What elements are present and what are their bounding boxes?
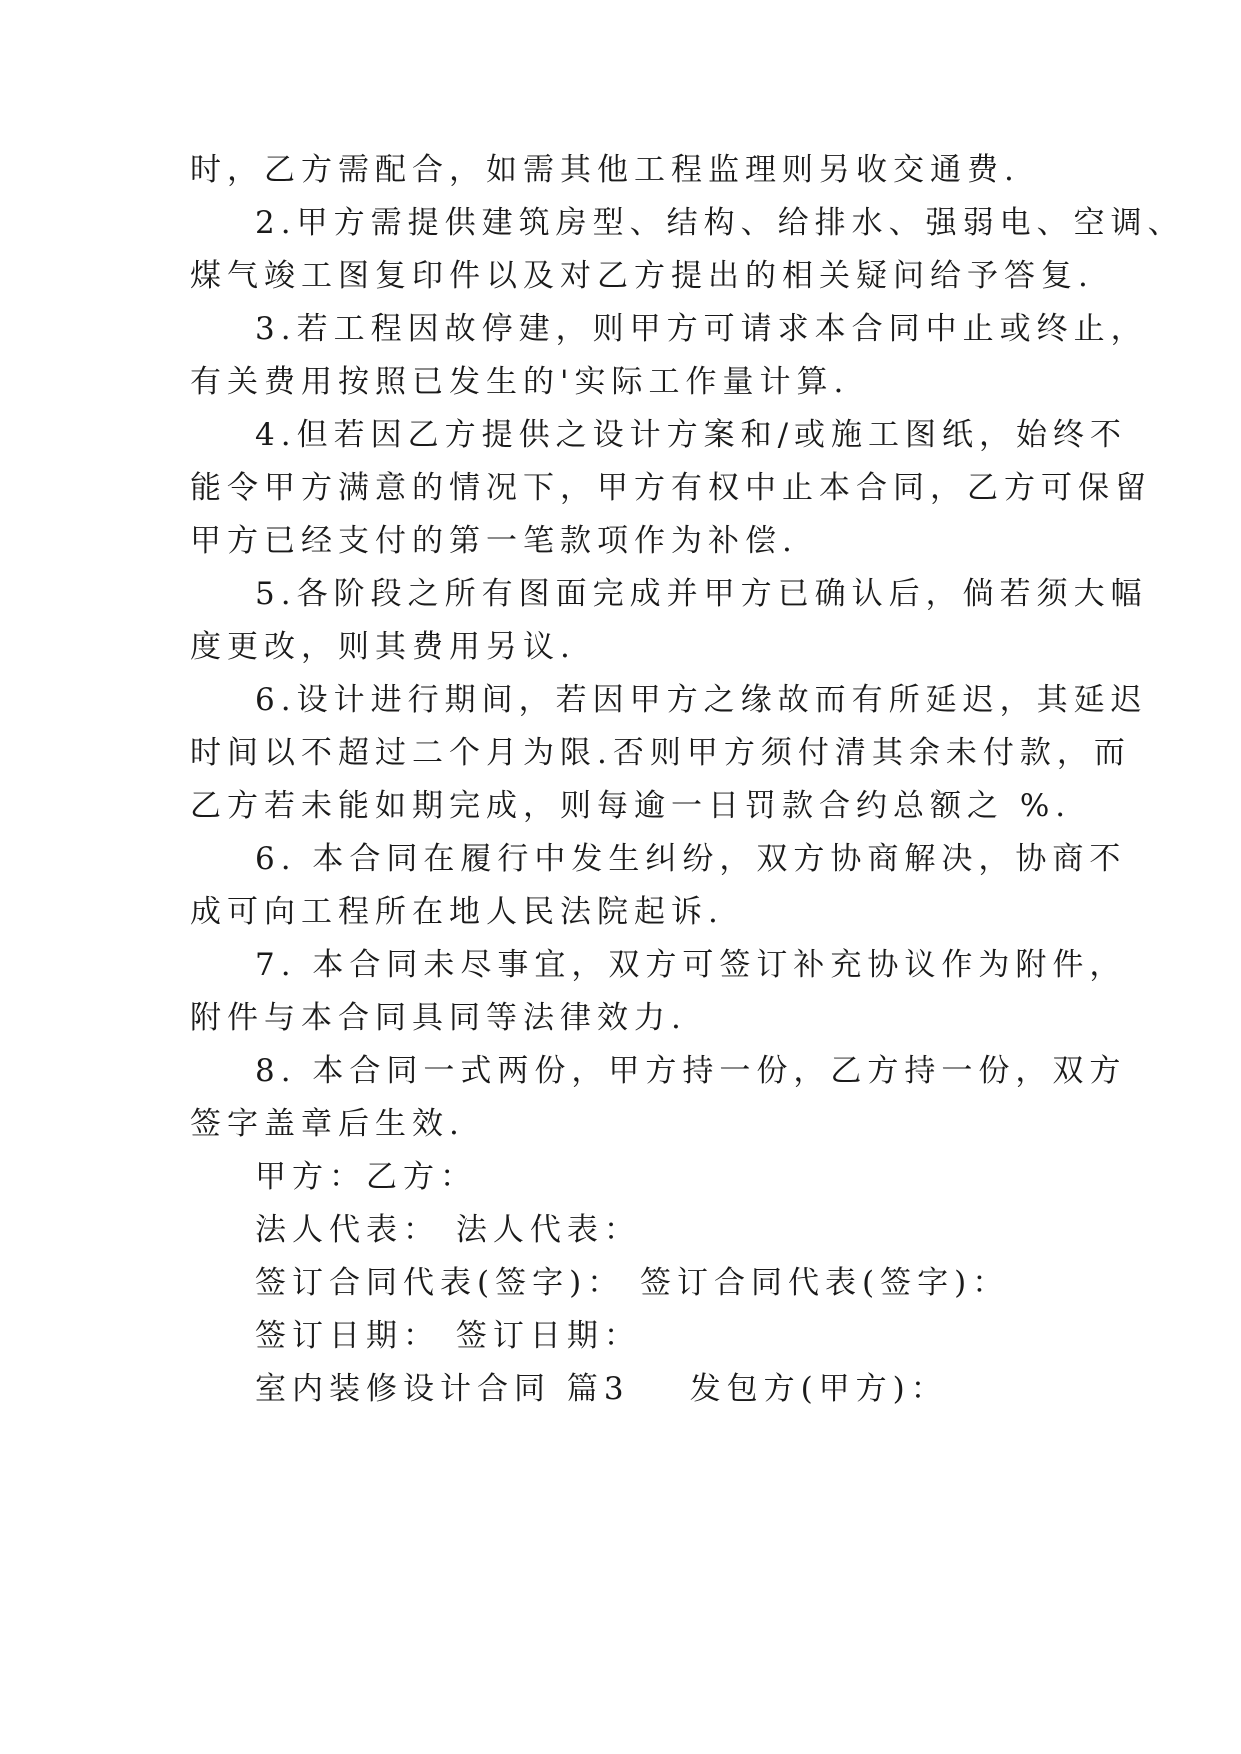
party-line: 甲方：乙方： [255,1159,477,1195]
text-line: 乙方若未能如期完成，则每逾一日罚款合约总额之 %. [190,788,1072,824]
text-line: 成可向工程所在地人民法院起诉. [190,894,724,930]
next-contract-title: 室内装修设计合同 篇3 [255,1371,630,1407]
text-line: 时间以不超过二个月为限.否则甲方须付清其余未付款，而 [190,735,1131,771]
next-contract-heading [255,1369,948,1409]
clause-7-line: 7. 本合同未尽事宜，双方可签订补充协议作为附件， [255,947,1127,983]
text-line: 附件与本合同具同等法律效力. [190,1000,687,1036]
text-line: 能令甲方满意的情况下，甲方有权中止本合同，乙方可保留 [190,470,1152,506]
text-line: 时，乙方需配合，如需其他工程监理则另收交通费. [190,152,1020,188]
clause-5-line: 5.各阶段之所有图面完成并甲方已确认后，倘若须大幅 [255,576,1148,612]
text-line: 甲方已经支付的第一笔款项作为补偿. [190,523,798,559]
legal-representative-line: 法人代表： 法人代表： [255,1212,641,1248]
text-line: 煤气竣工图复印件以及对乙方提出的相关疑问给予答复. [190,258,1094,294]
clause-6-line: 6.设计进行期间，若因甲方之缘故而有所延迟，其延迟 [255,682,1148,718]
clause-6b-line: 6. 本合同在履行中发生纠纷，双方协商解决，协商不 [255,841,1127,877]
clause-2-line: 2.甲方需提供建筑房型、结构、给排水、强弱电、空调、 [255,205,1185,241]
signing-representative-line: 签订合同代表(签字)： 签订合同代表(签字)： [255,1265,1010,1301]
clause-4-line: 4.但若因乙方提供之设计方案和/或施工图纸，始终不 [255,417,1128,453]
clause-3-line: 3.若工程因故停建，则甲方可请求本合同中止或终止， [255,311,1148,347]
signing-date-line: 签订日期： 签订日期： [255,1318,641,1354]
text-line: 度更改，则其费用另议. [190,629,576,665]
next-contract-party: 发包方(甲方)： [689,1371,948,1407]
text-line: 签字盖章后生效. [190,1106,465,1142]
text-line: 有关费用按照已发生的'实际工作量计算. [190,364,850,400]
clause-8-line: 8. 本合同一式两份，甲方持一份，乙方持一份，双方 [255,1053,1127,1089]
